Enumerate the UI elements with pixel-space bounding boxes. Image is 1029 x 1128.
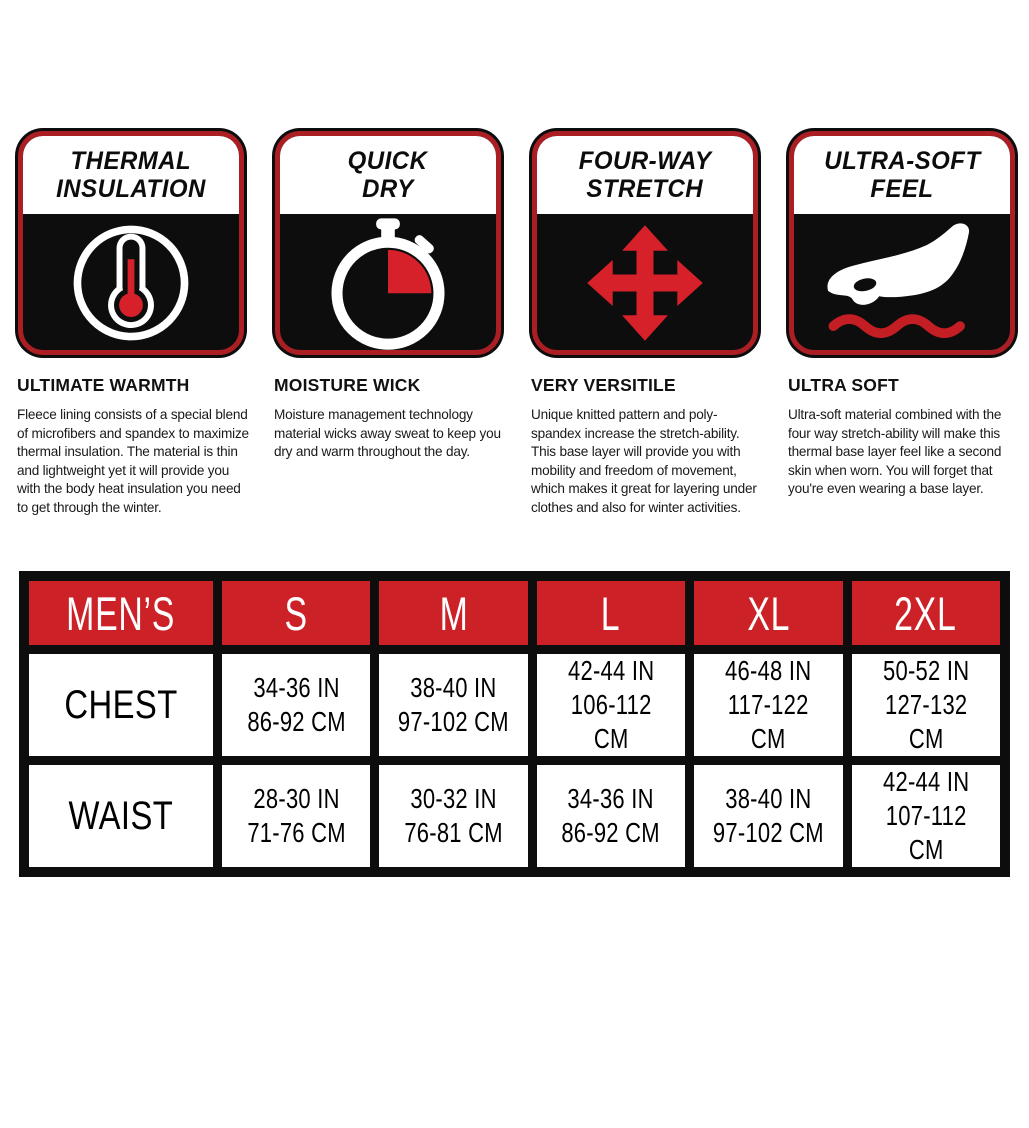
feature-body-line: Unique knitted pattern and poly- bbox=[531, 407, 718, 422]
four-way-arrows-icon bbox=[537, 216, 753, 350]
size-chart-header-2xl bbox=[852, 581, 1000, 645]
size-inches: 30-32 IN bbox=[410, 783, 497, 814]
feature-text-ultimate-warmth bbox=[15, 375, 247, 518]
size-chart-header-xl bbox=[694, 581, 842, 645]
size-cm: 86-92 CM bbox=[246, 706, 346, 737]
badge-title-band bbox=[280, 136, 496, 214]
badge-quick-dry bbox=[272, 128, 504, 358]
size-cell-waist-2xl bbox=[852, 765, 1000, 867]
feature-body-line: clothes and also for winter activities. bbox=[531, 499, 741, 515]
feature-body-line: with the body heat insulation you need bbox=[17, 481, 241, 497]
row-label: CHEST bbox=[64, 682, 178, 727]
feature-text-moisture-wick bbox=[272, 375, 504, 462]
feature-heading: ULTRA SOFT bbox=[788, 375, 899, 395]
badge-title-line: FOUR-WAY bbox=[578, 147, 712, 175]
size-chart-row-label-chest bbox=[29, 654, 213, 756]
feature-body-line: Ultra-soft material combined with the bbox=[788, 407, 1002, 422]
size-inches: 38-40 IN bbox=[725, 783, 812, 814]
thermometer-in-circle-icon bbox=[23, 216, 239, 350]
feature-body-line: This base layer will provide you with bbox=[531, 444, 741, 460]
feature-body-line: thermal base layer feel like a second bbox=[788, 444, 1002, 460]
badge-title-line: ULTRA-SOFT bbox=[823, 147, 981, 175]
feature-body-line: material wicks away sweat to keep you bbox=[274, 425, 501, 441]
feature-heading: MOISTURE WICK bbox=[274, 375, 421, 395]
size-inches: 34-36 IN bbox=[253, 672, 340, 703]
size-inches: 50-52 IN bbox=[882, 655, 969, 686]
size-cell-waist-m bbox=[379, 765, 527, 867]
feature-heading: ULTIMATE WARMTH bbox=[17, 375, 190, 395]
header-label: L bbox=[601, 586, 621, 640]
size-chart-row-label-waist bbox=[29, 765, 213, 867]
size-chart-header-l bbox=[537, 581, 685, 645]
badge-title-band bbox=[794, 136, 1010, 214]
size-inches: 42-44 IN bbox=[567, 655, 655, 686]
feature-descriptions-row bbox=[0, 375, 1029, 527]
row-label: WAIST bbox=[68, 793, 174, 838]
size-cm: 71-76 CM bbox=[246, 817, 346, 848]
feature-body-line: spandex increase the stretch-ability. bbox=[531, 425, 740, 441]
size-cell-chest-m bbox=[379, 654, 527, 756]
size-inches: 46-48 IN bbox=[725, 655, 812, 686]
feature-body-line: thermal insulation. The material is thin bbox=[17, 444, 238, 460]
feature-body-line: four way stretch-ability will make this bbox=[788, 425, 1001, 441]
feature-text-very-versitile bbox=[529, 375, 761, 518]
feature-badges-row bbox=[0, 128, 1029, 358]
header-label: S bbox=[284, 586, 308, 640]
size-inches: 34-36 IN bbox=[567, 783, 655, 814]
badge-title-band bbox=[23, 136, 239, 214]
feature-text-ultra-soft bbox=[786, 375, 1018, 499]
size-cell-waist-xl bbox=[694, 765, 842, 867]
size-cell-chest-xl bbox=[694, 654, 842, 756]
badge-title-line: THERMAL bbox=[70, 147, 192, 175]
size-cell-waist-s bbox=[222, 765, 370, 867]
size-inches: 38-40 IN bbox=[410, 672, 497, 703]
size-chart-header-mens bbox=[29, 581, 213, 645]
header-label: MEN’S bbox=[66, 586, 176, 640]
size-cm: 107-112 CM bbox=[885, 800, 967, 865]
size-chart-header-s bbox=[222, 581, 370, 645]
badge-title-line: STRETCH bbox=[586, 175, 704, 203]
stopwatch-icon bbox=[280, 216, 496, 350]
soft-touch-hand-icon bbox=[794, 216, 1010, 350]
feature-body-line: and lightweight yet it will provide you bbox=[17, 462, 230, 478]
badge-title-line: INSULATION bbox=[56, 175, 206, 203]
feature-body-line: of microfibers and spandex to maximize bbox=[17, 425, 249, 441]
badge-title-line: QUICK bbox=[348, 147, 428, 175]
feature-body-line: Fleece lining consists of a special blend bbox=[17, 407, 248, 422]
feature-body-line: dry and warm throughout the day. bbox=[274, 444, 470, 460]
size-cm: 86-92 CM bbox=[561, 817, 661, 848]
badge-thermal-insulation bbox=[15, 128, 247, 358]
size-cm: 127-132 CM bbox=[884, 689, 967, 754]
feature-heading: VERY VERSITILE bbox=[531, 375, 676, 395]
badge-title-band bbox=[537, 136, 753, 214]
header-label: XL bbox=[746, 586, 790, 640]
size-inches: 42-44 IN bbox=[882, 766, 969, 797]
badge-title-line: DRY bbox=[362, 175, 414, 203]
size-chart-header-m bbox=[379, 581, 527, 645]
size-cell-chest-2xl bbox=[852, 654, 1000, 756]
feature-body-line: skin when worn. You will forget that bbox=[788, 462, 993, 478]
feature-body-line: Moisture management technology bbox=[274, 407, 473, 422]
size-cm: 106-112 CM bbox=[570, 689, 652, 754]
size-cell-chest-l bbox=[537, 654, 685, 756]
badge-ultra-soft-feel bbox=[786, 128, 1018, 358]
header-label: M bbox=[439, 586, 469, 640]
size-cm: 76-81 CM bbox=[404, 817, 503, 848]
size-cm: 97-102 CM bbox=[398, 706, 510, 737]
mens-size-chart-table bbox=[19, 571, 1010, 877]
feature-body-line: which makes it great for layering under bbox=[531, 481, 757, 497]
feature-body-line: mobility and freedom of movement, bbox=[531, 462, 737, 478]
feature-body-line: you're even wearing a base layer. bbox=[788, 481, 984, 497]
badge-four-way-stretch bbox=[529, 128, 761, 358]
feature-body-line: to get through the winter. bbox=[17, 499, 162, 515]
size-cm: 97-102 CM bbox=[712, 817, 824, 848]
header-label: 2XL bbox=[894, 586, 957, 640]
size-cm: 117-122 CM bbox=[727, 689, 809, 754]
size-inches: 28-30 IN bbox=[253, 783, 340, 814]
badge-title-line: FEEL bbox=[870, 175, 934, 203]
size-cell-waist-l bbox=[537, 765, 685, 867]
size-cell-chest-s bbox=[222, 654, 370, 756]
